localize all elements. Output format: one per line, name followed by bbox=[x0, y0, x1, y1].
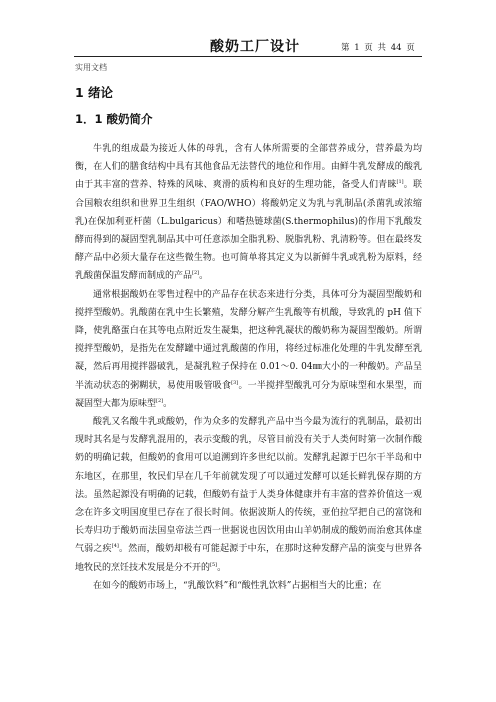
paragraph-3: 酸乳又名酸牛乳或酸奶，作为众多的发酵乳产品中当今最为流行的乳制品，最初出现时其名是与发酵乳混用的，表示变酸的乳，尽管目前没有关于人类何时第一次制作酸奶的明确记载，但酸奶的食用可以追溯到许多世纪以前。发酵乳起源于巴尔干半岛和中东地区，在那里，牧民们早在几千年前就发现了可以通过发酵可以延长鲜乳保存期的方法。虽然起源没有明确的记载，但酸奶有益于人类身体健康并有丰富的营养价值这一观念在许多文明国度里已存在了很长时间。依据波斯人的传统，亚伯拉罕把自己的富饶和长寿归功于酸奶而法国皇帝法兰西一世据说也因饮用由山羊奶制成的酸奶而治愈其体虚气弱之疾[4]。然而，酸奶却极有可能起源于中东，在那时这种发酵产品的演变与世界各地牧民的烹饪技术发展是分不开的[5]。 bbox=[75, 417, 422, 573]
citation: [2] bbox=[156, 397, 164, 404]
page-number: 第 1 页 共 44 页 bbox=[341, 43, 415, 53]
document-body bbox=[75, 140, 422, 595]
document-title: 酸奶工厂设计 bbox=[210, 39, 300, 55]
header-rule bbox=[74, 56, 422, 57]
citation: [3] bbox=[231, 379, 239, 386]
citation: [5] bbox=[210, 561, 218, 568]
header-subnote: 实用文档 bbox=[75, 63, 107, 72]
page-header bbox=[74, 36, 422, 60]
citation: [4] bbox=[111, 543, 119, 550]
citation: [1] bbox=[396, 179, 404, 186]
paragraph-2: 通常根据酸奶在零售过程中的产品存在状态来进行分类，具体可分为凝固型酸奶和搅拌型酸奶。乳酸菌在乳中生长繁殖，发酵分解产生乳酸等有机酸，导致乳的 pH 值下降，使乳酪蛋白在其等电点附近发生凝集，把这种乳凝状的酸奶称为凝固型酸奶。所谓搅拌型酸奶，是指先在发酵罐中通过乳酸菌的作用，将经过标准化处理的牛乳发酵至乳凝，然后再用搅拌器破乳，是凝乳粒子保持在 0.01～0. 04㎜大小的一种酸奶。产品呈半流动状态的粥糊状，易使用吸管吸食[3]。一半搅拌型酸乳可分为原味型和水果型，而凝固型大都为原味型[2]。 bbox=[75, 289, 422, 409]
citation: [2] bbox=[192, 270, 200, 277]
paragraph-4: 在如今的酸奶市场上，“乳酸饮料”和“酸性乳饮料”占据相当大的比重；在 bbox=[93, 580, 382, 591]
subsection-heading: 1．1 酸奶简介 bbox=[75, 112, 153, 126]
section-heading: 1 绪论 bbox=[75, 85, 114, 100]
paragraph-1: 牛乳的组成最为接近人体的母乳，含有人体所需要的全部营养成分，营养最为均衡，在人们的膳食结构中具有其他食品无法替代的地位和作用。由鲜牛乳发酵成的酸乳由于其丰富的营养、特殊的风味、爽滑的质构和良好的生理功能，备受人们青睐[1]。联合国粮农组织和世界卫生组织（FAO/WHO）将酸奶定义为乳与乳制品(杀菌乳或浓缩乳)在保加利亚杆菌（L.bulgaricus）和嗜热链球菌(S.thermophilus)的作用下乳酸发酵而得到的凝固型乳制品其中可任意添加全脂乳粉、脱脂乳粉、乳清粉等。但在最终发酵产品中必须大量存在这些微生物。也可简单将其定义为以新鲜牛乳或乳粉为原料，经乳酸菌保温发酵而制成的产品[2]。 bbox=[75, 144, 422, 282]
